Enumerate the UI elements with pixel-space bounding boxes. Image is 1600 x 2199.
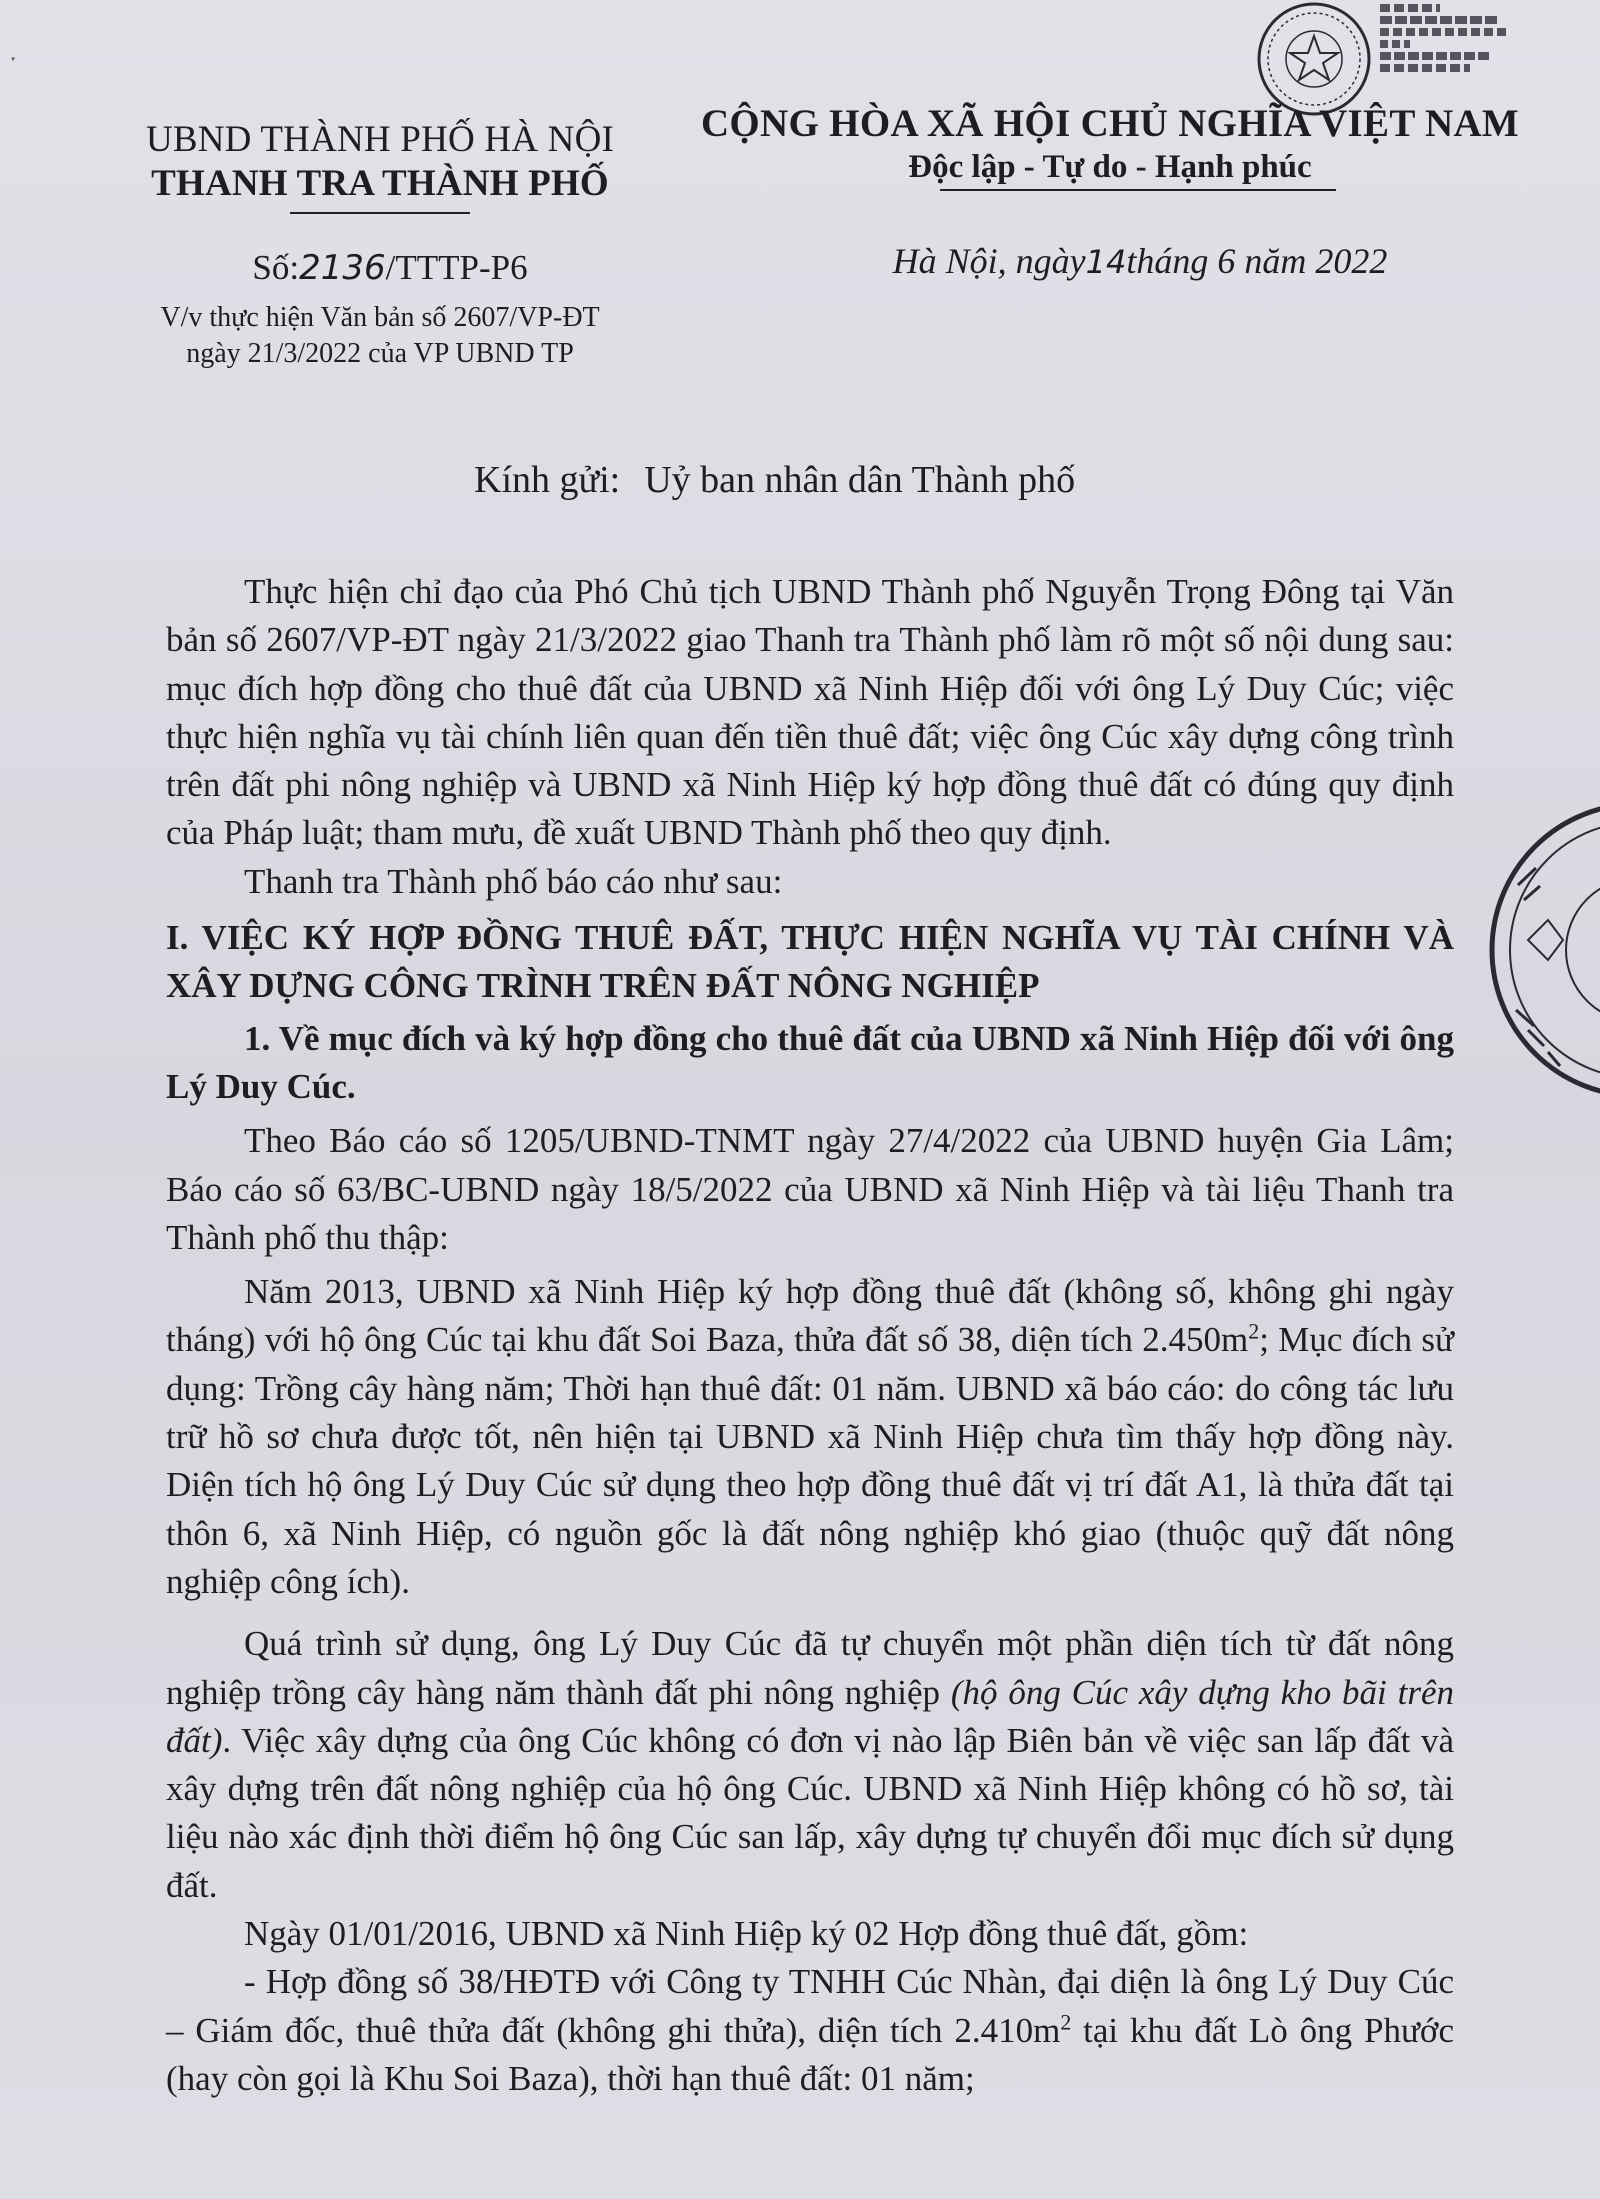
body-paragraph-1: Thực hiện chỉ đạo của Phó Chủ tịch UBND Thành phố Nguyễn Trọng Đông tại Văn bản số 2607/VP-ĐT ngày 21/3/2022 giao Thanh tra Thành phố làm rõ một số nội dung sau: mục đích hợp đồng cho thuê đất của UBND xã Ninh Hiệp đối với ông Lý Duy Cúc; việc thực hiện nghĩa vụ tài chính liên quan đến tiền thuê đất; việc ông Cúc xây dựng công trình trên đất phi nông nghiệp và UBND xã Ninh Hiệp ký hợp đồng thuê đất có đúng quy định của Pháp luật; tham mưu, đề xuất UBND Thành phố theo quy định. [166,572,1454,853]
p7-text-b: tại khu đất Lò ông Phước (hay còn gọi là Khu Soi Baza), thời hạn thuê đất: 01 năm; [166,2010,1454,2098]
national-motto: Độc lập - Tự do - Hạnh phúc [908,149,1312,185]
issuing-authority: THANH TRA THÀNH PHỐ [151,163,609,204]
place-and-date [780,240,1500,282]
p5-text-b: . Việc xây dựng của ông Cúc không có đơn vị nào lập Biên bản về việc san lấp đất và xây dựng trên đất nông nghiệp của hộ ông Cúc. UBND xã Ninh Hiệp không có hồ sơ, tài liệu nào xác định thời điểm hộ ông Cúc san lấp, xây dựng tự chuyển đổi mục đích sử dụng đất. [166,1720,1454,1905]
p7-text-a: - Hợp đồng số 38/HĐTĐ với Công ty TNHH Cúc Nhàn, đại diện là ông Lý Duy Cúc – Giám đốc, thuê thửa đất (không ghi thửa), diện tích 2.410m [166,1962,1454,2050]
subject-line-1: V/v thực hiện Văn bản số 2607/VP-ĐT [160,302,600,333]
body-paragraph-3: Theo Báo cáo số 1205/UBND-TNMT ngày 27/4/2022 của UBND huyện Gia Lâm; Báo cáo số 63/BC-UBND ngày 18/5/2022 của UBND xã Ninh Hiệp và tài liệu Thanh tra Thành phố thu thập: [166,1121,1454,1257]
document-subject [120,300,640,372]
p7-superscript: 2 [1060,2008,1072,2034]
national-title: CỘNG HÒA XÃ HỘI CHỦ NGHĨA VIỆT NAM [700,102,1520,145]
scan-mark-icon: ˑ [10,50,18,75]
p4-superscript: 2 [1248,1318,1260,1344]
body-paragraph-6: Ngày 01/01/2016, UBND xã Ninh Hiệp ký 02 Hợp đồng thuê đất, gồm: [244,1914,1249,1954]
salutation [474,458,1075,502]
issuing-authority-parent: UBND THÀNH PHỐ HÀ NỘI [145,119,615,160]
date-day-handwritten: 14 [1085,243,1127,281]
p4-text-b: ; Mục đích sử dụng: Trồng cây hàng năm; Thời hạn thuê đất: 01 năm. UBND xã báo cáo: do công tác lưu trữ hồ sơ chưa được tốt, nên hiện tại UBND xã Ninh Hiệp chưa tìm thấy hợp đồng này. Diện tích hộ ông Lý Duy Cúc sử dụng theo hợp đồng thuê đất vị trí đất A1, là thửa đất tại thôn 6, xã Ninh Hiệp, có nguồn gốc là đất nông nghiệp khó giao (thuộc quỹ đất nông nghiệp công ích). [166,1320,1454,1601]
subject-line-2: ngày 21/3/2022 của VP UBND TP [186,338,574,369]
salutation-label: Kính gửi: [474,459,621,501]
document-number-suffix: /TTTP-P6 [385,248,528,287]
body-paragraph-4 [166,1268,1454,1606]
document-number-prefix: Số: [252,248,300,287]
body-paragraph-5 [166,1620,1454,1910]
subsection-heading: 1. Về mục đích và ký hợp đồng cho thuê đất của UBND xã Ninh Hiệp đối với ông Lý Duy Cúc. [166,1018,1454,1106]
body-paragraph-2: Thanh tra Thành phố báo cáo như sau: [244,861,783,901]
official-seal-icon [1488,790,1600,1110]
section-heading: I. VIỆC KÝ HỢP ĐỒNG THUÊ ĐẤT, THỰC HIỆN NGHĨA VỤ TÀI CHÍNH VÀ XÂY DỰNG CÔNG TRÌNH TRÊN ĐẤT NÔNG NGHIỆP [166,918,1454,1006]
digital-signature-info [1380,4,1530,72]
document-body [166,568,1454,2103]
document-number [150,248,630,288]
salutation-recipient: Uỷ ban nhân dân Thành phố [644,459,1076,501]
document-number-handwritten: 2136 [299,248,386,288]
p5-italic: (hộ ông Cúc xây dựng kho bãi trên đất) [166,1672,1454,1760]
motto-underline [940,189,1336,191]
place-date-after: tháng 6 năm 2022 [1126,241,1388,281]
p4-text-a: Năm 2013, UBND xã Ninh Hiệp ký hợp đồng thuê đất (không số, không ghi ngày tháng) với hộ ông Cúc tại khu đất Soi Baza, thửa đất số 38, diện tích 2.450m [166,1272,1454,1360]
p5-text-a: Quá trình sử dụng, ông Lý Duy Cúc đã tự chuyển một phần diện tích từ đất nông nghiệp trồng cây hàng năm thành đất phi nông nghiệp [166,1624,1454,1712]
place-date-before: Hà Nội, ngày [892,241,1086,281]
body-paragraph-7 [166,1958,1454,2103]
authority-underline [290,212,470,214]
